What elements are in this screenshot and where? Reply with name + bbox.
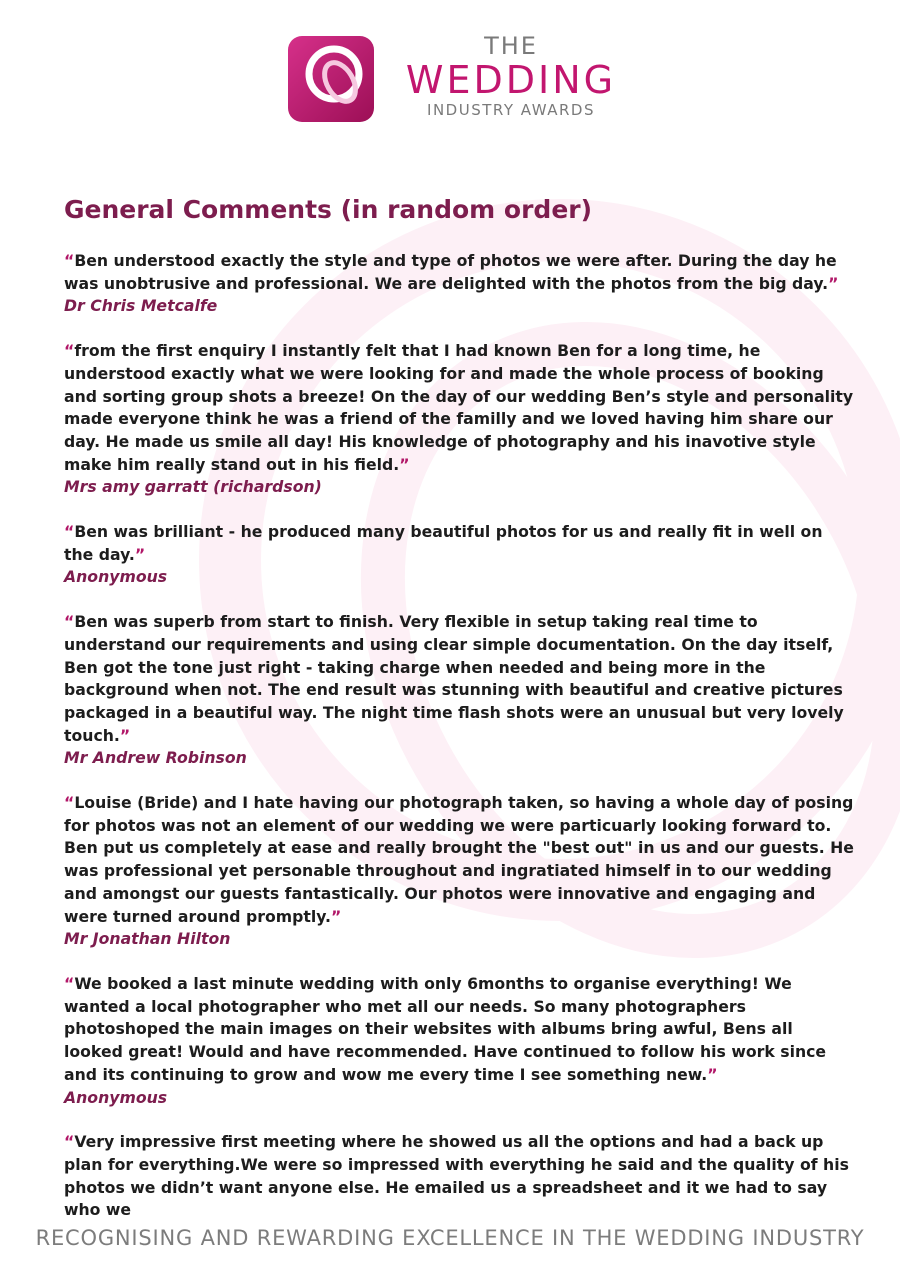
comment-text: from the first enquiry I instantly felt that I had known Ben for a long time, he understood exactly what we were looking for and made the whole process of booking and sorting group shots a breeze! On the day of our wedding Ben’s style and personality made everyone think he was a friend of the familly and we loved having him share our day. He made us smile all day! His knowledge of photography and his inavotive style make him really stand out in his field. <box>64 341 854 474</box>
logo-wordmark <box>396 32 626 120</box>
comment-quote <box>64 340 854 476</box>
comment-text: We booked a last minute wedding with only 6months to organise everything! We wanted a local photographer who met all our needs. So many photographers photoshoped the main images on their websites with albums bring awful, Bens all looked great! Would and have recommended. Have continued to follow his work since and its continuing to grow and wow me every time I see something new. <box>64 973 827 1084</box>
comment-quote <box>64 1131 854 1222</box>
comment-block <box>64 792 854 951</box>
close-quote-mark: ” <box>707 1064 718 1084</box>
page-title: General Comments (in random order) <box>64 195 593 224</box>
comment-block <box>64 521 854 589</box>
comment-block <box>64 611 854 770</box>
open-quote-mark: “ <box>64 522 75 542</box>
close-quote-mark: ” <box>134 544 146 564</box>
comment-quote <box>64 521 854 566</box>
open-quote-mark: “ <box>64 341 75 361</box>
open-quote-mark: “ <box>64 793 75 813</box>
comment-author: Anonymous <box>64 567 168 587</box>
comment-partial <box>64 1131 854 1222</box>
comment-block <box>64 973 854 1109</box>
logo-wedding: WEDDING <box>405 58 617 102</box>
header <box>0 30 900 130</box>
open-quote-mark: “ <box>64 612 75 632</box>
comment-author: Mrs amy garratt (richardson) <box>64 477 322 497</box>
comment-author: Mr Jonathan Hilton <box>64 929 231 949</box>
comment-text: Louise (Bride) and I hate having our photograph taken, so having a whole day of posing for photos was not an element of our wedding we were particuarly looking forward to. Ben put us completely at ease and really brought the "best out" in us and our guests. He was professional yet personable throughout and ingratiated himself in to our wedding and amongst our guests fantastically. Our photos were innovative and engaging and were turned around promptly. <box>64 793 854 926</box>
open-quote-mark: “ <box>64 1132 75 1152</box>
logo-industry-awards: INDUSTRY AWARDS <box>427 101 595 119</box>
wedding-rings-logo-icon <box>288 36 374 122</box>
comment-text: Very impressive first meeting where he showed us all the options and had a back up plan for everything.We were so impressed with everything he said and the quality of his photos we didn’t want anyone else. He emailed us a spreadsheet and it we had to say who we <box>64 1132 849 1220</box>
close-quote-mark: ” <box>119 725 131 745</box>
comment-quote <box>64 973 854 1087</box>
comment-text: Ben understood exactly the style and type of photos we were after. During the day he was unobtrusive and professional. We are delighted with the photos from the big day. <box>64 251 837 293</box>
comment-list <box>64 250 854 1109</box>
comment-block <box>64 340 854 499</box>
open-quote-mark: “ <box>64 973 75 993</box>
comment-quote <box>64 611 854 747</box>
close-quote-mark: ” <box>828 273 839 293</box>
comment-author: Mr Andrew Robinson <box>64 748 247 768</box>
comment-quote <box>64 250 854 295</box>
comment-block <box>64 250 854 318</box>
comment-author: Dr Chris Metcalfe <box>64 296 218 316</box>
close-quote-mark: ” <box>330 906 342 926</box>
open-quote-mark: “ <box>64 251 75 270</box>
footer-tagline: RECOGNISING AND REWARDING EXCELLENCE IN THE WEDDING INDUSTRY <box>35 1226 865 1250</box>
comment-text: Ben was superb from start to finish. Very flexible in setup taking real time to understand our requirements and using clear simple documentation. On the day itself, Ben got the tone just right - taking charge when needed and being more in the background when not. The end result was stunning with beautiful and creative pictures packaged in a beautiful way. The night time flash shots were an unusual but very lovely touch. <box>64 612 844 745</box>
comment-author: Anonymous <box>64 1087 168 1107</box>
comment-text: Ben was brilliant - he produced many beautiful photos for us and really fit in well on the day. <box>64 522 823 564</box>
close-quote-mark: ” <box>399 454 410 474</box>
logo-the: THE <box>484 32 538 60</box>
comment-quote <box>64 792 854 928</box>
comments-section <box>64 192 854 1244</box>
